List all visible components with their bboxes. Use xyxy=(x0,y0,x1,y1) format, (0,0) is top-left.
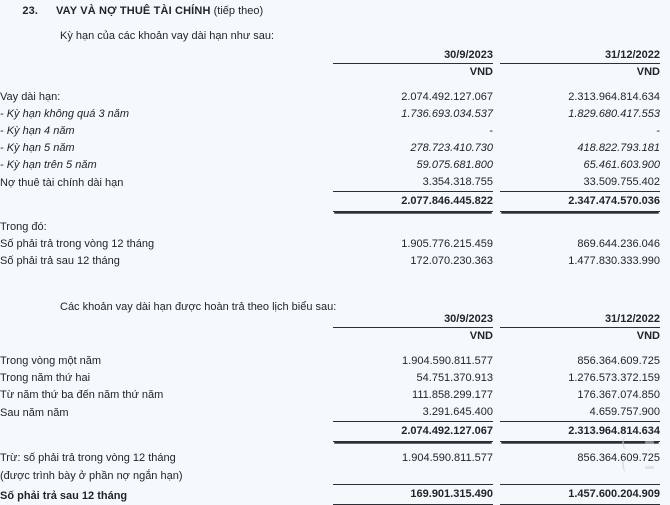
row-value-1: 54.751.370.913 xyxy=(416,372,493,384)
note-title-group xyxy=(56,5,263,17)
row-value-1: 2.074.492.127.067 xyxy=(401,91,493,103)
table-row xyxy=(0,404,660,422)
spacer xyxy=(0,442,660,451)
subtotal-row xyxy=(0,422,660,442)
breakdown-heading: Trong đó: xyxy=(0,221,47,233)
row-value-2: 856.364.609.725 xyxy=(577,355,660,367)
table-header-row xyxy=(0,311,660,328)
row-value-2: 2.313.964.814.634 xyxy=(568,91,660,103)
row-value-2: 1.829.680.417.553 xyxy=(568,108,660,120)
column-header-date-2: 31/12/2022 xyxy=(500,311,660,328)
final-total-value-2: 1.457.600.204.909 xyxy=(500,485,660,505)
column-unit-2: VND xyxy=(636,330,660,342)
row-value-1: - xyxy=(489,125,493,137)
row-label: Sau năm năm xyxy=(0,406,69,419)
subtotal-value-2: 2.313.964.814.634 xyxy=(500,422,660,442)
scan-artifact xyxy=(622,458,631,472)
final-total-value-1: 169.901.315.490 xyxy=(333,485,493,505)
row-label: Trong vòng một năm xyxy=(0,355,102,367)
table-unit-row xyxy=(0,328,660,346)
row-label: Trong năm thứ hai xyxy=(0,372,91,384)
row-label: Vay dài hạn: xyxy=(0,91,61,103)
note-title-suffix: (tiếp theo) xyxy=(213,5,264,17)
table-row xyxy=(0,140,660,157)
total-value-1: 2.077.846.445.822 xyxy=(333,192,493,212)
column-unit-2: VND xyxy=(636,66,660,78)
row-value-2: 4.659.757.900 xyxy=(500,404,660,422)
table-row xyxy=(0,387,660,404)
row-value-1: 3.291.645.400 xyxy=(333,404,493,422)
table-row xyxy=(0,174,660,192)
scan-artifact xyxy=(645,466,654,469)
row-value-1: 1.736.693.034.537 xyxy=(401,108,493,120)
deduction-value-1: 1.904.590.811.577 xyxy=(402,452,493,464)
maturity-table xyxy=(0,47,660,212)
note-title: VAY VÀ NỢ THUÊ TÀI CHÍNH xyxy=(56,5,211,17)
spacer xyxy=(0,297,660,311)
deduction-label-line1: Trừ: số phải trả trong vòng 12 tháng xyxy=(0,452,176,464)
row-value-2: 869.644.236.046 xyxy=(577,238,660,250)
table-row xyxy=(0,106,660,123)
row-label: - Kỳ hạn 5 năm xyxy=(0,142,75,154)
deduction-note-row xyxy=(0,467,660,485)
breakdown-table xyxy=(0,219,660,270)
subtotal-value-1: 2.074.492.127.067 xyxy=(333,422,493,442)
breakdown-heading-row xyxy=(0,219,660,236)
column-header-date-1: 30/9/2023 xyxy=(333,47,493,64)
scan-artifact xyxy=(645,441,654,444)
total-label xyxy=(0,192,303,212)
table-row xyxy=(0,353,660,370)
row-label: - Kỳ hạn 4 năm xyxy=(0,125,75,137)
row-value-2: 65.461.603.900 xyxy=(583,159,660,171)
table-row xyxy=(0,89,660,106)
table-header-row xyxy=(0,47,660,64)
row-value-1: 111.858.299.177 xyxy=(412,389,493,401)
row-value-2: 418.822.793.181 xyxy=(577,142,660,154)
section-2-intro: Các khoản vay dài hạn được hoàn trả theo lịch biểu sau: xyxy=(60,301,337,313)
row-value-1: 172.070.230.363 xyxy=(410,255,493,267)
deduction-row xyxy=(0,450,660,467)
row-label: Số phải trả sau 12 tháng xyxy=(0,255,120,267)
row-value-1: 278.723.410.730 xyxy=(410,142,493,154)
table-row xyxy=(0,157,660,174)
row-label: - Kỳ hạn không quá 3 năm xyxy=(0,108,130,120)
note-number: 23. xyxy=(22,5,38,17)
table-row xyxy=(0,253,660,270)
deduction-label-line2: (được trình bày ở phần nợ ngắn hạn) xyxy=(0,469,183,482)
column-header-date-2: 31/12/2022 xyxy=(500,47,660,64)
row-value-1: 1.904.590.811.577 xyxy=(402,355,493,367)
row-value-2: 176.367.074.850 xyxy=(577,389,660,401)
table-row xyxy=(0,123,660,140)
row-label: Số phải trả trong vòng 12 tháng xyxy=(0,238,155,250)
spacer xyxy=(0,81,660,89)
row-value-2: 1.477.830.333.990 xyxy=(568,255,660,267)
row-label: Nợ thuê tài chính dài hạn xyxy=(0,176,124,189)
row-label: Từ năm thứ ba đến năm thứ năm xyxy=(0,389,164,401)
row-value-1: 1.905.776.215.459 xyxy=(401,238,493,250)
total-row xyxy=(0,192,660,212)
scan-artifact xyxy=(622,436,631,450)
table-unit-row xyxy=(0,64,660,82)
table-row xyxy=(0,370,660,387)
column-header-date-1: 30/9/2023 xyxy=(333,311,493,328)
total-value-2: 2.347.474.570.036 xyxy=(500,192,660,212)
note-heading xyxy=(0,5,640,17)
table-row xyxy=(0,236,660,253)
repayment-schedule-table xyxy=(0,297,660,505)
row-value-2: 33.509.755.402 xyxy=(500,174,660,192)
section-1-intro: Kỳ hạn của các khoản vay dài hạn như sau: xyxy=(60,30,275,42)
row-value-1: 3.354.318.755 xyxy=(333,174,493,192)
spacer xyxy=(0,345,660,353)
row-value-2: - xyxy=(656,125,660,137)
row-value-2: 1.276.573.372.159 xyxy=(568,372,660,384)
column-unit-1: VND xyxy=(469,66,493,78)
final-total-label: Số phải trả sau 12 tháng xyxy=(0,489,128,502)
column-unit-1: VND xyxy=(469,330,493,342)
final-total-row xyxy=(0,485,660,505)
deduction-value-2: 856.364.609.725 xyxy=(577,452,660,464)
row-value-1: 59.075.681.800 xyxy=(416,159,493,171)
row-label: - Kỳ hạn trên 5 năm xyxy=(0,159,97,171)
